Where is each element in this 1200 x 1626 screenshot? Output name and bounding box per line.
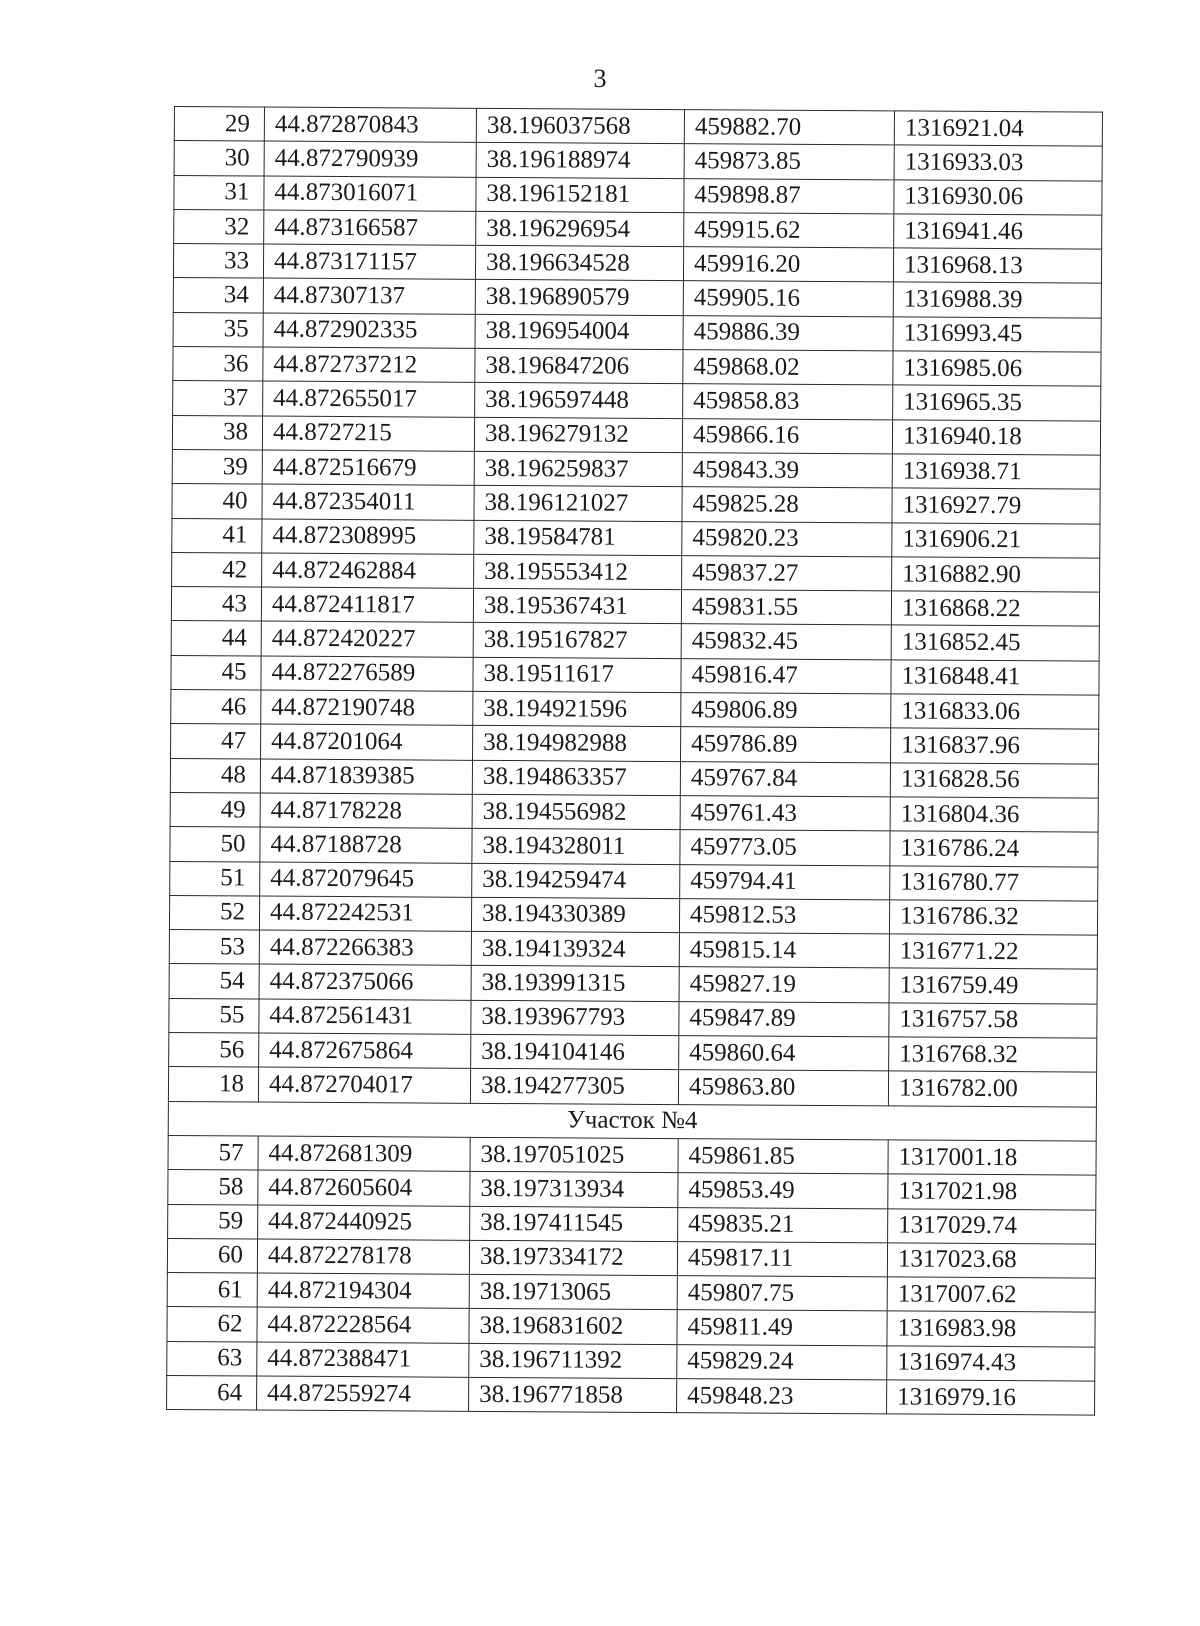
y-coordinate-cell: 1316780.77 [890, 865, 1098, 901]
x-coordinate-cell: 459832.45 [681, 624, 891, 660]
point-number-cell: 51 [170, 861, 260, 896]
x-coordinate-cell: 459767.84 [680, 761, 890, 797]
longitude-cell: 38.19511617 [473, 657, 681, 693]
longitude-cell: 38.196597448 [475, 383, 683, 419]
point-number-cell: 33 [173, 244, 263, 279]
y-coordinate-cell: 1316828.56 [890, 763, 1098, 799]
longitude-cell: 38.196771858 [469, 1377, 677, 1413]
section-row [168, 1101, 1096, 1141]
point-number-cell: 38 [172, 415, 262, 450]
y-coordinate-cell: 1316782.00 [888, 1071, 1096, 1107]
y-coordinate-cell: 1316938.71 [892, 454, 1100, 490]
table-row [171, 587, 1099, 627]
latitude-cell: 44.871839385 [260, 759, 472, 795]
point-number-cell: 63 [167, 1341, 257, 1376]
table-row [170, 792, 1098, 832]
latitude-cell: 44.872516679 [262, 450, 474, 486]
longitude-cell: 38.197334172 [469, 1240, 677, 1276]
latitude-cell: 44.872559274 [257, 1376, 469, 1412]
point-number-cell: 35 [173, 312, 263, 347]
page-number: 3 [593, 64, 607, 93]
longitude-cell: 38.19584781 [474, 520, 682, 556]
latitude-cell: 44.872902335 [263, 313, 475, 349]
y-coordinate-cell: 1316983.98 [887, 1311, 1095, 1347]
point-number-cell: 31 [174, 175, 264, 210]
table-row [167, 1307, 1095, 1347]
x-coordinate-cell: 459860.64 [679, 1036, 889, 1072]
table-row [174, 209, 1102, 249]
longitude-cell: 38.194139324 [471, 931, 679, 967]
point-number-cell: 62 [167, 1307, 257, 1342]
x-coordinate-cell: 459847.89 [679, 1001, 889, 1037]
y-coordinate-cell: 1316868.22 [891, 591, 1099, 627]
latitude-cell: 44.872605604 [258, 1170, 470, 1206]
x-coordinate-cell: 459816.47 [681, 658, 891, 694]
latitude-cell: 44.87201064 [261, 724, 473, 760]
longitude-cell: 38.194259474 [472, 863, 680, 899]
x-coordinate-cell: 459806.89 [681, 693, 891, 729]
point-number-cell: 47 [171, 724, 261, 759]
table-row [167, 1375, 1095, 1415]
table-row [170, 758, 1098, 798]
latitude-cell: 44.872278178 [257, 1239, 469, 1275]
y-coordinate-cell: 1316852.45 [891, 625, 1099, 661]
y-coordinate-cell: 1316940.18 [892, 420, 1100, 456]
latitude-cell: 44.87307137 [263, 279, 475, 315]
y-coordinate-cell: 1316985.06 [893, 351, 1101, 387]
x-coordinate-cell: 459861.85 [678, 1139, 888, 1175]
point-number-cell: 54 [169, 964, 259, 999]
y-coordinate-cell: 1316757.58 [889, 1003, 1097, 1039]
point-number-cell: 39 [172, 449, 262, 484]
y-coordinate-cell: 1316941.46 [894, 214, 1102, 250]
latitude-cell: 44.872462884 [262, 553, 474, 589]
point-number-cell: 52 [169, 895, 259, 930]
y-coordinate-cell: 1316921.04 [894, 111, 1102, 147]
latitude-cell: 44.872440925 [258, 1205, 470, 1241]
table-row [173, 347, 1101, 387]
x-coordinate-cell: 459873.85 [684, 144, 894, 180]
point-number-cell: 57 [168, 1135, 258, 1170]
table-row [174, 107, 1102, 147]
longitude-cell: 38.195367431 [473, 588, 681, 624]
table-row [172, 415, 1100, 455]
x-coordinate-cell: 459866.16 [682, 418, 892, 454]
point-number-cell: 55 [169, 998, 259, 1033]
y-coordinate-cell: 1316848.41 [891, 660, 1099, 696]
table-row [171, 690, 1099, 730]
longitude-cell: 38.194556982 [472, 794, 680, 830]
y-coordinate-cell: 1316786.32 [889, 900, 1097, 936]
longitude-cell: 38.193991315 [471, 966, 679, 1002]
latitude-cell: 44.872790939 [264, 141, 476, 177]
y-coordinate-cell: 1316768.32 [889, 1037, 1097, 1073]
y-coordinate-cell: 1317001.18 [888, 1140, 1096, 1176]
latitude-cell: 44.873016071 [264, 176, 476, 212]
latitude-cell: 44.872388471 [257, 1342, 469, 1378]
y-coordinate-cell: 1316786.24 [890, 831, 1098, 867]
table-row [173, 312, 1101, 352]
table-row [173, 381, 1101, 421]
latitude-cell: 44.872675864 [259, 1033, 471, 1069]
y-coordinate-cell: 1316993.45 [893, 317, 1101, 353]
point-number-cell: 48 [170, 758, 260, 793]
x-coordinate-cell: 459786.89 [681, 727, 891, 763]
y-coordinate-cell: 1316804.36 [890, 797, 1098, 833]
x-coordinate-cell: 459916.20 [683, 247, 893, 283]
x-coordinate-cell: 459835.21 [678, 1207, 888, 1243]
point-number-cell: 18 [168, 1067, 258, 1102]
point-number-cell: 32 [174, 209, 264, 244]
point-number-cell: 44 [171, 621, 261, 656]
longitude-cell: 38.197411545 [470, 1206, 678, 1242]
longitude-cell: 38.196188974 [476, 143, 684, 179]
x-coordinate-cell: 459827.19 [679, 967, 889, 1003]
table-row [173, 244, 1101, 284]
y-coordinate-cell: 1316965.35 [893, 385, 1101, 421]
point-number-cell: 40 [172, 484, 262, 519]
x-coordinate-cell: 459811.49 [677, 1310, 887, 1346]
point-number-cell: 49 [170, 792, 260, 827]
table-row [168, 1170, 1096, 1210]
latitude-cell: 44.872420227 [261, 621, 473, 657]
latitude-cell: 44.872704017 [258, 1067, 470, 1103]
longitude-cell: 38.196831602 [469, 1309, 677, 1345]
coordinates-table-body [167, 107, 1103, 1416]
y-coordinate-cell: 1316988.39 [893, 282, 1101, 318]
x-coordinate-cell: 459831.55 [681, 590, 891, 626]
y-coordinate-cell: 1316837.96 [891, 728, 1099, 764]
table-row [169, 964, 1097, 1004]
point-number-cell: 43 [171, 587, 261, 622]
x-coordinate-cell: 459812.53 [679, 898, 889, 934]
x-coordinate-cell: 459848.23 [677, 1379, 887, 1415]
latitude-cell: 44.872354011 [262, 484, 474, 520]
x-coordinate-cell: 459868.02 [683, 350, 893, 386]
longitude-cell: 38.196711392 [469, 1343, 677, 1379]
table-row [169, 998, 1097, 1038]
y-coordinate-cell: 1316759.49 [889, 968, 1097, 1004]
latitude-cell: 44.872411817 [261, 587, 473, 623]
longitude-cell: 38.195167827 [473, 623, 681, 659]
x-coordinate-cell: 459820.23 [682, 521, 892, 557]
table-row [172, 518, 1100, 558]
latitude-cell: 44.872194304 [257, 1273, 469, 1309]
table-row [169, 930, 1097, 970]
y-coordinate-cell: 1316968.13 [893, 248, 1101, 284]
point-number-cell: 59 [168, 1204, 258, 1239]
x-coordinate-cell: 459882.70 [684, 110, 894, 146]
longitude-cell: 38.196037568 [476, 108, 684, 144]
table-row [171, 655, 1099, 695]
table-row [169, 1033, 1097, 1073]
latitude-cell: 44.872242531 [259, 896, 471, 932]
point-number-cell: 29 [174, 107, 264, 142]
longitude-cell: 38.194982988 [473, 726, 681, 762]
table-row [168, 1067, 1096, 1107]
point-number-cell: 42 [172, 552, 262, 587]
x-coordinate-cell: 459829.24 [677, 1344, 887, 1380]
longitude-cell: 38.197313934 [470, 1172, 678, 1208]
latitude-cell: 44.872266383 [259, 930, 471, 966]
latitude-cell: 44.87188728 [260, 827, 472, 863]
longitude-cell: 38.196279132 [474, 417, 682, 453]
latitude-cell: 44.872079645 [260, 862, 472, 898]
table-row [167, 1273, 1095, 1313]
x-coordinate-cell: 459886.39 [683, 315, 893, 351]
point-number-cell: 53 [169, 930, 259, 965]
latitude-cell: 44.873171157 [263, 244, 475, 280]
longitude-cell: 38.196954004 [475, 314, 683, 350]
latitude-cell: 44.872375066 [259, 964, 471, 1000]
longitude-cell: 38.194328011 [472, 829, 680, 865]
point-number-cell: 58 [168, 1170, 258, 1205]
latitude-cell: 44.872228564 [257, 1307, 469, 1343]
table-row [174, 141, 1102, 181]
latitude-cell: 44.872276589 [261, 656, 473, 692]
point-number-cell: 60 [167, 1238, 257, 1273]
y-coordinate-cell: 1317029.74 [888, 1208, 1096, 1244]
table-row [173, 278, 1101, 318]
y-coordinate-cell: 1316979.16 [887, 1380, 1095, 1416]
x-coordinate-cell: 459761.43 [680, 796, 890, 832]
y-coordinate-cell: 1317007.62 [887, 1277, 1095, 1313]
x-coordinate-cell: 459853.49 [678, 1173, 888, 1209]
latitude-cell: 44.872190748 [261, 690, 473, 726]
y-coordinate-cell: 1316933.03 [894, 145, 1102, 181]
point-number-cell: 50 [170, 827, 260, 862]
y-coordinate-cell: 1316771.22 [889, 934, 1097, 970]
longitude-cell: 38.196152181 [476, 177, 684, 213]
table-row [168, 1135, 1096, 1175]
coordinates-table [166, 106, 1103, 1416]
latitude-cell: 44.87178228 [260, 793, 472, 829]
y-coordinate-cell: 1317023.68 [887, 1243, 1095, 1279]
table-row [172, 552, 1100, 592]
y-coordinate-cell: 1316927.79 [892, 488, 1100, 524]
point-number-cell: 45 [171, 655, 261, 690]
latitude-cell: 44.872655017 [263, 381, 475, 417]
longitude-cell: 38.193967793 [471, 1000, 679, 1036]
y-coordinate-cell: 1317021.98 [888, 1174, 1096, 1210]
longitude-cell: 38.194921596 [473, 691, 681, 727]
latitude-cell: 44.872737212 [263, 347, 475, 383]
latitude-cell: 44.872870843 [264, 107, 476, 143]
table-row [167, 1238, 1095, 1278]
x-coordinate-cell: 459858.83 [683, 384, 893, 420]
table-row [172, 484, 1100, 524]
point-number-cell: 46 [171, 690, 261, 725]
table-row [170, 861, 1098, 901]
latitude-cell: 44.872308995 [262, 519, 474, 555]
point-number-cell: 56 [169, 1033, 259, 1068]
x-coordinate-cell: 459837.27 [682, 555, 892, 591]
longitude-cell: 38.196296954 [476, 211, 684, 247]
latitude-cell: 44.8727215 [262, 416, 474, 452]
point-number-cell: 41 [172, 518, 262, 553]
x-coordinate-cell: 459773.05 [680, 830, 890, 866]
section-title: Участок №4 [168, 1101, 1096, 1141]
x-coordinate-cell: 459843.39 [682, 453, 892, 489]
longitude-cell: 38.196847206 [475, 348, 683, 384]
longitude-cell: 38.194104146 [471, 1034, 679, 1070]
longitude-cell: 38.19713065 [469, 1274, 677, 1310]
x-coordinate-cell: 459905.16 [683, 281, 893, 317]
x-coordinate-cell: 459815.14 [679, 933, 889, 969]
longitude-cell: 38.196121027 [474, 486, 682, 522]
point-number-cell: 30 [174, 141, 264, 176]
y-coordinate-cell: 1316930.06 [894, 179, 1102, 215]
longitude-cell: 38.196634528 [475, 246, 683, 282]
point-number-cell: 36 [173, 347, 263, 382]
table-row [171, 621, 1099, 661]
x-coordinate-cell: 459807.75 [677, 1276, 887, 1312]
x-coordinate-cell: 459863.80 [678, 1070, 888, 1106]
table-row [169, 895, 1097, 935]
point-number-cell: 64 [167, 1375, 257, 1410]
x-coordinate-cell: 459817.11 [677, 1241, 887, 1277]
point-number-cell: 37 [173, 381, 263, 416]
x-coordinate-cell: 459898.87 [684, 178, 894, 214]
longitude-cell: 38.196259837 [474, 451, 682, 487]
table-row [171, 724, 1099, 764]
y-coordinate-cell: 1316833.06 [891, 694, 1099, 730]
y-coordinate-cell: 1316882.90 [892, 557, 1100, 593]
latitude-cell: 44.873166587 [264, 210, 476, 246]
point-number-cell: 34 [173, 278, 263, 313]
latitude-cell: 44.872561431 [259, 999, 471, 1035]
longitude-cell: 38.194863357 [472, 760, 680, 796]
y-coordinate-cell: 1316974.43 [887, 1346, 1095, 1382]
y-coordinate-cell: 1316906.21 [892, 522, 1100, 558]
x-coordinate-cell: 459825.28 [682, 487, 892, 523]
latitude-cell: 44.872681309 [258, 1136, 470, 1172]
x-coordinate-cell: 459915.62 [684, 213, 894, 249]
longitude-cell: 38.194330389 [471, 897, 679, 933]
table-row [172, 449, 1100, 489]
longitude-cell: 38.196890579 [475, 280, 683, 316]
table-row [167, 1341, 1095, 1381]
longitude-cell: 38.195553412 [474, 554, 682, 590]
x-coordinate-cell: 459794.41 [680, 864, 890, 900]
table-row [170, 827, 1098, 867]
longitude-cell: 38.194277305 [470, 1069, 678, 1105]
table-row [174, 175, 1102, 215]
point-number-cell: 61 [167, 1273, 257, 1308]
longitude-cell: 38.197051025 [470, 1137, 678, 1173]
table-row [168, 1204, 1096, 1244]
